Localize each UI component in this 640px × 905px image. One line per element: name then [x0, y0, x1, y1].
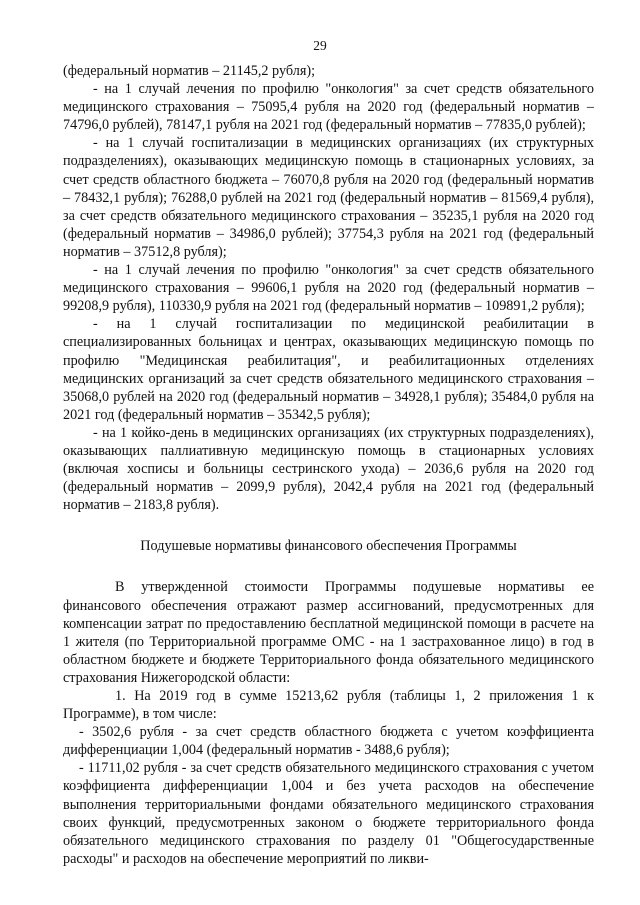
paragraph-hospitalization: - на 1 случай госпитализации в медицинских организациях (их структурных подразделениях), оказывающих медицинскую помощь в стационарных условиях, за счет средств областного бюджета – 76070,8 рубля на 2020 год (федеральный норматив – 78432,1 рубля); 76288,0 рублей на 2021 год (федеральный норматив – 81569,4 рубля), за счет средств обязательного медицинского страхования – 35235,1 рубля на 2020 год (федеральный норматив – 34986,0 рублей); 37754,3 рубля на 2021 год (федеральный норматив – 37512,8 рубля); [63, 135, 594, 260]
section-heading: Подушевые нормативы финансового обеспечения Программы [140, 538, 517, 555]
page-number: 29 [313, 38, 327, 53]
page-content [63, 62, 594, 868]
paragraph-rehabilitation: - на 1 случай госпитализации по медицинской реабилитации в специализированных больницах и центрах, оказывающих медицинскую помощь по профилю "Медицинская реабилитация", и реабилитационных отделениях медицинских организаций за счет средств обязательного медицинского страхования – 35068,0 рублей на 2020 год (федеральный норматив – 34928,1 рубля); 35484,0 рубля на 2021 год (федеральный норматив – 35342,5 рубля); [63, 316, 594, 423]
paragraph-continuation: (федеральный норматив – 21145,2 рубля); [63, 63, 316, 79]
paragraph-section-intro: В утвержденной стоимости Программы подушевые нормативы ее финансового обеспечения отражают размер ассигнований, предусмотренных для компенсации затрат по предоставлению бесплатной медицинской помощи в расчете на 1 жителя (по Территориальной программе ОМС - на 1 застрахованное лицо) в год в областном бюджете и бюджете Территориального фонда обязательного медицинского страхования Нижегородской области: [63, 579, 594, 686]
paragraph-item-regional-budget: - 3502,6 рубля - за счет средств областного бюджета с учетом коэффициента дифференциации 1,004 (федеральный норматив - 3488,6 рубля); [63, 724, 594, 759]
paragraph-item-oms: - 11711,02 рубля - за счет средств обязательного медицинского страхования с учетом коэффициента дифференциации 1,004 и без учета расходов на обеспечение выполнения территориальными фондами обязательного медицинского страхования своих функций, предусмотренных законом о бюджете территориального фонда обязательного медицинского страхования по разделу 01 "Общегосударственные расходы" и расходов на обеспечение мероприятий по ликви- [63, 760, 594, 867]
paragraph-oncology-case-hospital: - на 1 случай лечения по профилю "онкология" за счет средств обязательного медицинского страхования – 99606,1 рубля на 2020 год (федеральный норматив – 99208,9 рубля), 110330,9 рубля на 2021 год (федеральный норматив – 109891,2 рубля); [63, 262, 594, 315]
paragraph-item-2019: 1. На 2019 год в сумме 15213,62 рубля (таблицы 1, 2 приложения 1 к Программе), в том числе: [63, 688, 594, 723]
paragraph-palliative: - на 1 койко-день в медицинских организациях (их структурных подразделениях), оказывающих паллиативную медицинскую помощь в стационарных условиях (включая хосписы и больницы сестринского ухода) – 2036,6 рубля на 2020 год (федеральный норматив – 2099,9 рубля), 2042,4 рубля на 2021 год (федеральный норматив – 2183,8 рубля). [63, 424, 594, 514]
paragraph-oncology-case-2020: - на 1 случай лечения по профилю "онкология" за счет средств обязательного медицинского страхования – 75095,4 рубля на 2020 год (федеральный норматив – 74796,0 рублей), 78147,1 рубля на 2021 год (федеральный норматив – 77835,0 рублей); [63, 81, 594, 134]
